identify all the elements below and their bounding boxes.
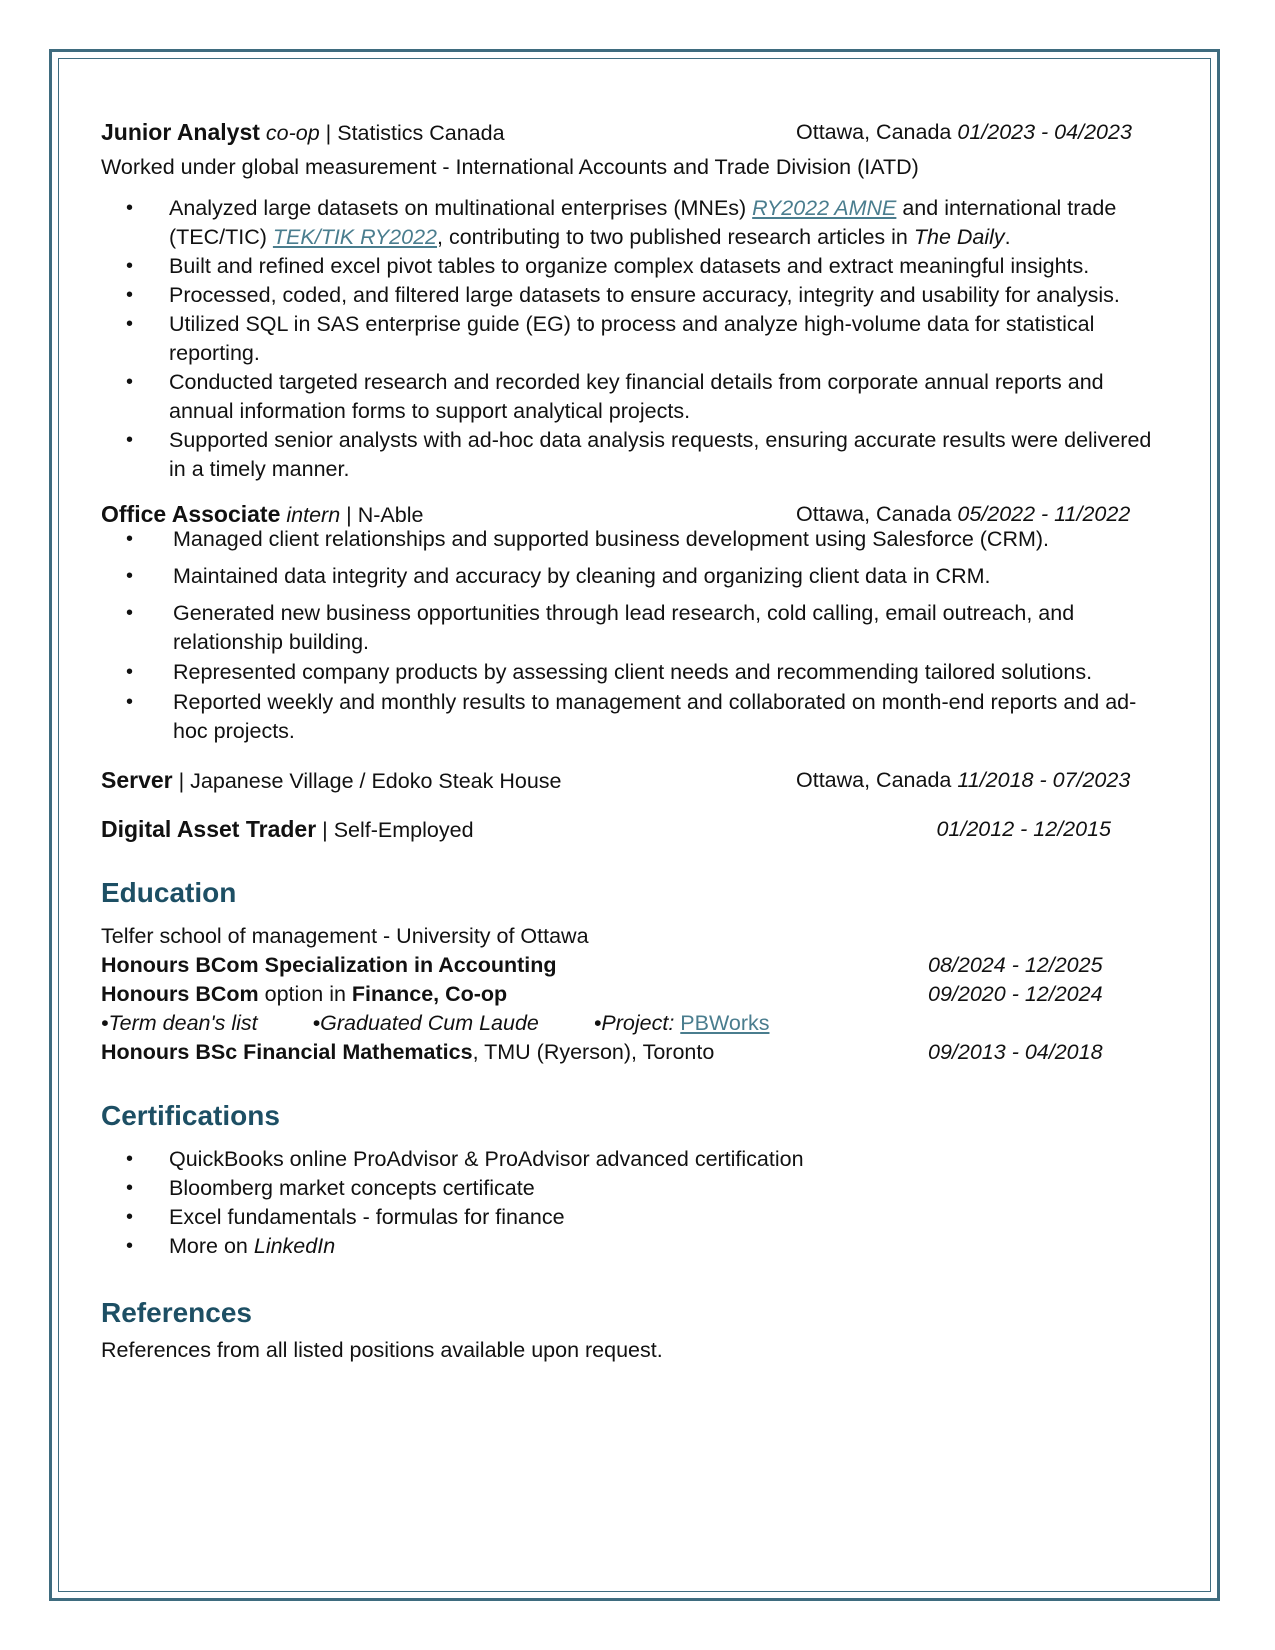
- list-item: • Bloomberg market concepts certificate: [101, 1174, 1161, 1203]
- job-dates: 01/2023 - 04/2023: [957, 120, 1132, 144]
- amne-link[interactable]: RY2022 AMNE: [752, 196, 897, 220]
- list-item: • Managed client relationships and supported business development using Salesforce (CRM).: [101, 525, 1161, 554]
- linkedin-link[interactable]: LinkedIn: [253, 1234, 336, 1258]
- degree-dates: 08/2024 - 12/2025: [928, 953, 1103, 977]
- job-header-junior-analyst: [101, 118, 1161, 147]
- tek-tik-link[interactable]: TEK/TIK RY2022: [272, 225, 438, 249]
- list-item: • Represented company products by assessing client needs and recommending tailored solutions.: [101, 658, 1161, 687]
- job-location: Ottawa, Canada: [796, 768, 952, 792]
- job-location: Ottawa, Canada: [796, 502, 952, 526]
- job-bullets-junior-analyst: [101, 194, 1161, 484]
- list-item: • Built and refined excel pivot tables to organize complex datasets and extract meaningful insights.: [101, 252, 1161, 281]
- certifications-list: [101, 1145, 1161, 1261]
- job-header-digital-asset-trader: [101, 815, 1161, 844]
- honor-item: •Term dean's list: [101, 1011, 258, 1035]
- resume-content: [101, 118, 1161, 1365]
- list-item: • Generated new business opportunities through lead research, cold calling, email outreach, and relationship building.: [101, 599, 1161, 657]
- list-item: • QuickBooks online ProAdvisor & ProAdvisor advanced certification: [101, 1145, 1161, 1174]
- job-dates: 11/2018 - 07/2023: [957, 768, 1131, 792]
- education-heading: Education: [101, 877, 237, 908]
- job-subtitle: Worked under global measurement - International Accounts and Trade Division (IATD): [101, 155, 919, 179]
- job-title: Office Associate: [101, 501, 281, 527]
- job-org: | Self-Employed: [322, 818, 474, 842]
- job-type: intern: [286, 503, 341, 527]
- job-org: | N-Able: [346, 503, 424, 527]
- list-item: • Supported senior analysts with ad-hoc data analysis requests, ensuring accurate results were delivered in a timely manner.: [101, 426, 1161, 484]
- job-title: Digital Asset Trader: [101, 816, 317, 842]
- degree-row: Honours BCom option in Finance, Co-op 09/2020 - 12/2024: [101, 980, 1161, 1009]
- references-heading: References: [101, 1297, 252, 1328]
- list-item: • Analyzed large datasets on multinational enterprises (MNEs) RY2022 AMNE and international trade (TEC/TIC) TEK/TIK RY2022, contributing to two published research articles in The Daily.: [101, 194, 1161, 252]
- job-org: | Japanese Village / Edoko Steak House: [178, 769, 562, 793]
- pbworks-link[interactable]: PBWorks: [680, 1011, 770, 1035]
- job-type: co-op: [265, 121, 320, 145]
- job-title: Junior Analyst: [101, 119, 260, 145]
- job-bullets-office-associate: [101, 525, 1161, 746]
- honor-item: •Graduated Cum Laude: [312, 1011, 539, 1035]
- list-item: • Conducted targeted research and recorded key financial details from corporate annual reports and annual information forms to support analytical projects.: [101, 368, 1161, 426]
- certifications-heading: Certifications: [101, 1100, 280, 1131]
- job-dates: 01/2012 - 12/2015: [936, 817, 1111, 841]
- degree-title: Honours BCom Specialization in Accounting: [101, 953, 557, 977]
- job-location: Ottawa, Canada: [796, 120, 952, 144]
- degree-row: [101, 951, 1161, 980]
- list-item: • Processed, coded, and filtered large datasets to ensure accuracy, integrity and usability for analysis.: [101, 281, 1161, 310]
- list-item: • Reported weekly and monthly results to management and collaborated on month-end reports and ad-hoc projects.: [101, 688, 1161, 746]
- honor-item: •Project:: [593, 1011, 681, 1035]
- job-org: | Statistics Canada: [325, 121, 505, 145]
- degree-dates: 09/2020 - 12/2024: [928, 982, 1103, 1006]
- degree-dates: 09/2013 - 04/2018: [928, 1040, 1103, 1064]
- job-dates: 05/2022 - 11/2022: [957, 502, 1131, 526]
- job-title: Server: [101, 767, 173, 793]
- references-text: References from all listed positions available upon request.: [101, 1338, 663, 1362]
- degree-row: Honours BSc Financial Mathematics, TMU (Ryerson), Toronto 09/2013 - 04/2018: [101, 1038, 1161, 1067]
- list-item: • More on LinkedIn: [101, 1232, 1161, 1261]
- list-item: • Maintained data integrity and accuracy by cleaning and organizing client data in CRM.: [101, 562, 1161, 591]
- job-header-server: [101, 766, 1161, 795]
- list-item: • Utilized SQL in SAS enterprise guide (EG) to process and analyze high-volume data for statistical reporting.: [101, 310, 1161, 368]
- honors-row: [101, 1009, 1161, 1038]
- list-item: • Excel fundamentals - formulas for finance: [101, 1203, 1161, 1232]
- school-name: Telfer school of management - University of Ottawa: [101, 924, 589, 948]
